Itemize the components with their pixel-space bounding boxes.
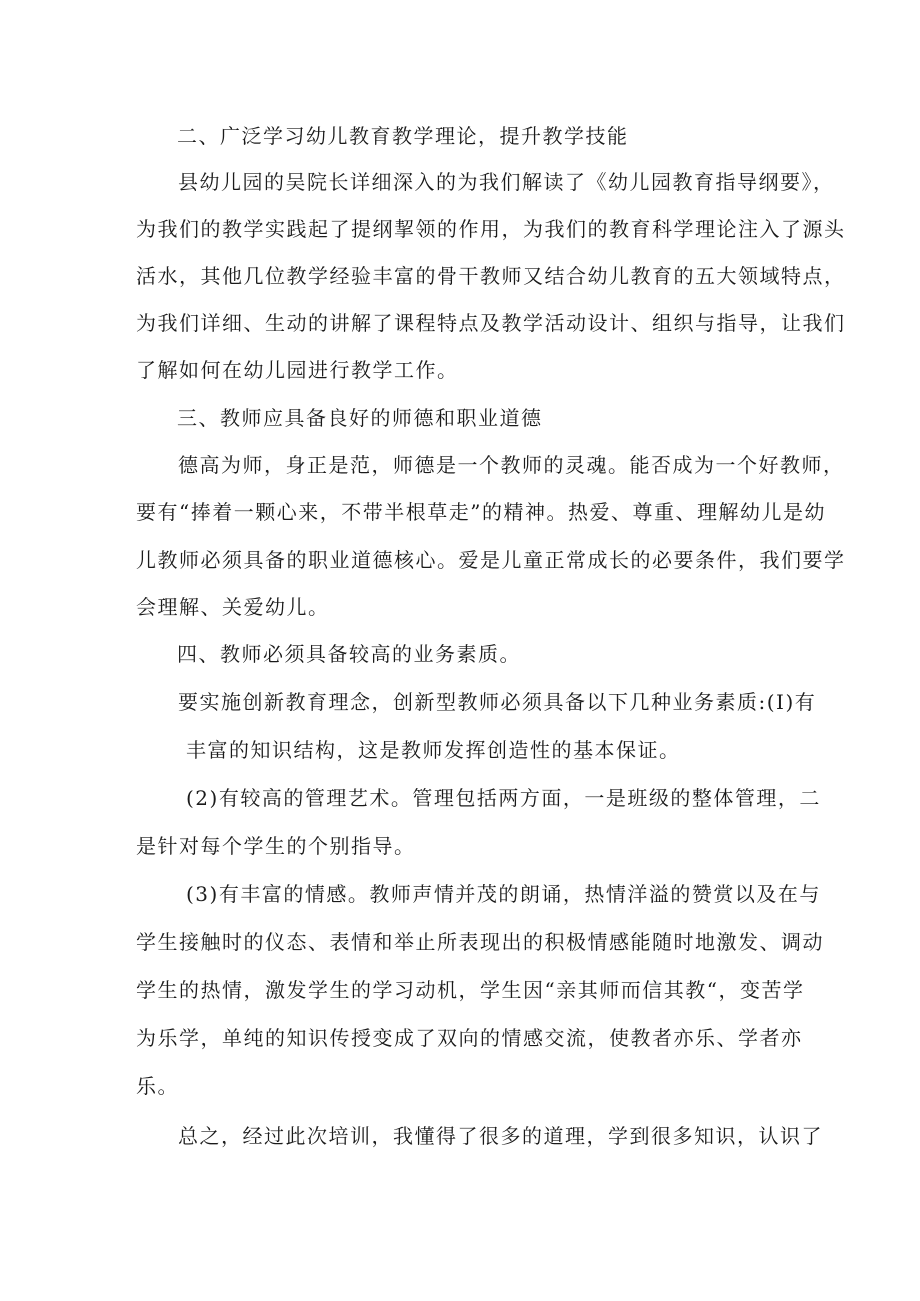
section-2-heading: 二、广泛学习幼儿教育教学理论，提升教学技能 xyxy=(177,124,629,148)
section-4-paragraph-line-2: 丰富的知识结构，这是教师发挥创造性的基本保证。 xyxy=(186,738,681,762)
section-2-paragraph-line-1: 县幼儿园的吴院长详细深入的为我们解读了《幼儿园教育指导纲要》， xyxy=(178,170,835,194)
section-4-item-2-line-2: 是针对每个学生的个别指导。 xyxy=(136,834,416,858)
section-2-paragraph-line-4: 为我们详细、生动的讲解了课程特点及教学活动设计、组织与指导，让我们 xyxy=(136,311,846,335)
section-4-item-3-line-4: 为乐学，单纯的知识传授变成了双向的情感交流，使教者亦乐、学者亦 xyxy=(136,1026,803,1050)
section-4-item-3-line-2: 学生接触时的仪态、表情和举止所表现出的积极情感能随时地激发、调动 xyxy=(136,930,824,954)
section-3-heading: 三、教师应具备良好的师德和职业道德 xyxy=(177,406,543,430)
section-4-paragraph-line-1: 要实施创新教育理念，创新型教师必须具备以下几种业务素质:(I)有 xyxy=(178,690,817,714)
section-3-paragraph-line-3: 儿教师必须具备的职业道德核心。爱是儿童正常成长的必要条件，我们要学 xyxy=(136,548,846,572)
section-3-paragraph-line-1: 德高为师，身正是范，师德是一个教师的灵魂。能否成为一个好教师， xyxy=(178,453,845,477)
section-3-paragraph-line-2: 要有“捧着一颗心来，不带半根草走”的精神。热爱、尊重、理解幼儿是幼 xyxy=(136,500,826,524)
section-4-item-3-line-1: (3)有丰富的情感。教师声情并茂的朗诵，热情洋溢的赞赏以及在与 xyxy=(186,882,821,906)
section-4-item-3-line-3: 学生的热情，激发学生的学习动机，学生因“亲其师而信其教“，变苦学 xyxy=(136,978,805,1002)
section-2-paragraph-line-3: 活水，其他几位教学经验丰富的骨干教师又结合幼儿教育的五大领域特点， xyxy=(136,264,846,288)
section-3-paragraph-line-4: 会理解、关爱幼儿。 xyxy=(136,595,330,619)
section-2-paragraph-line-5: 了解如何在幼儿园进行教学工作。 xyxy=(136,358,459,382)
section-2-paragraph-line-2: 为我们的教学实践起了提纲挈领的作用，为我们的教育科学理论注入了源头 xyxy=(136,217,846,241)
section-4-item-3-line-5: 乐。 xyxy=(136,1074,179,1098)
section-4-heading: 四、教师必须具备较高的业务素质。 xyxy=(177,642,521,666)
conclusion-line-1: 总之，经过此次培训，我懂得了很多的道理，学到很多知识，认识了 xyxy=(178,1124,823,1148)
section-4-item-2-line-1: (2)有较高的管理艺术。管理包括两方面，一是班级的整体管理，二 xyxy=(186,786,821,810)
